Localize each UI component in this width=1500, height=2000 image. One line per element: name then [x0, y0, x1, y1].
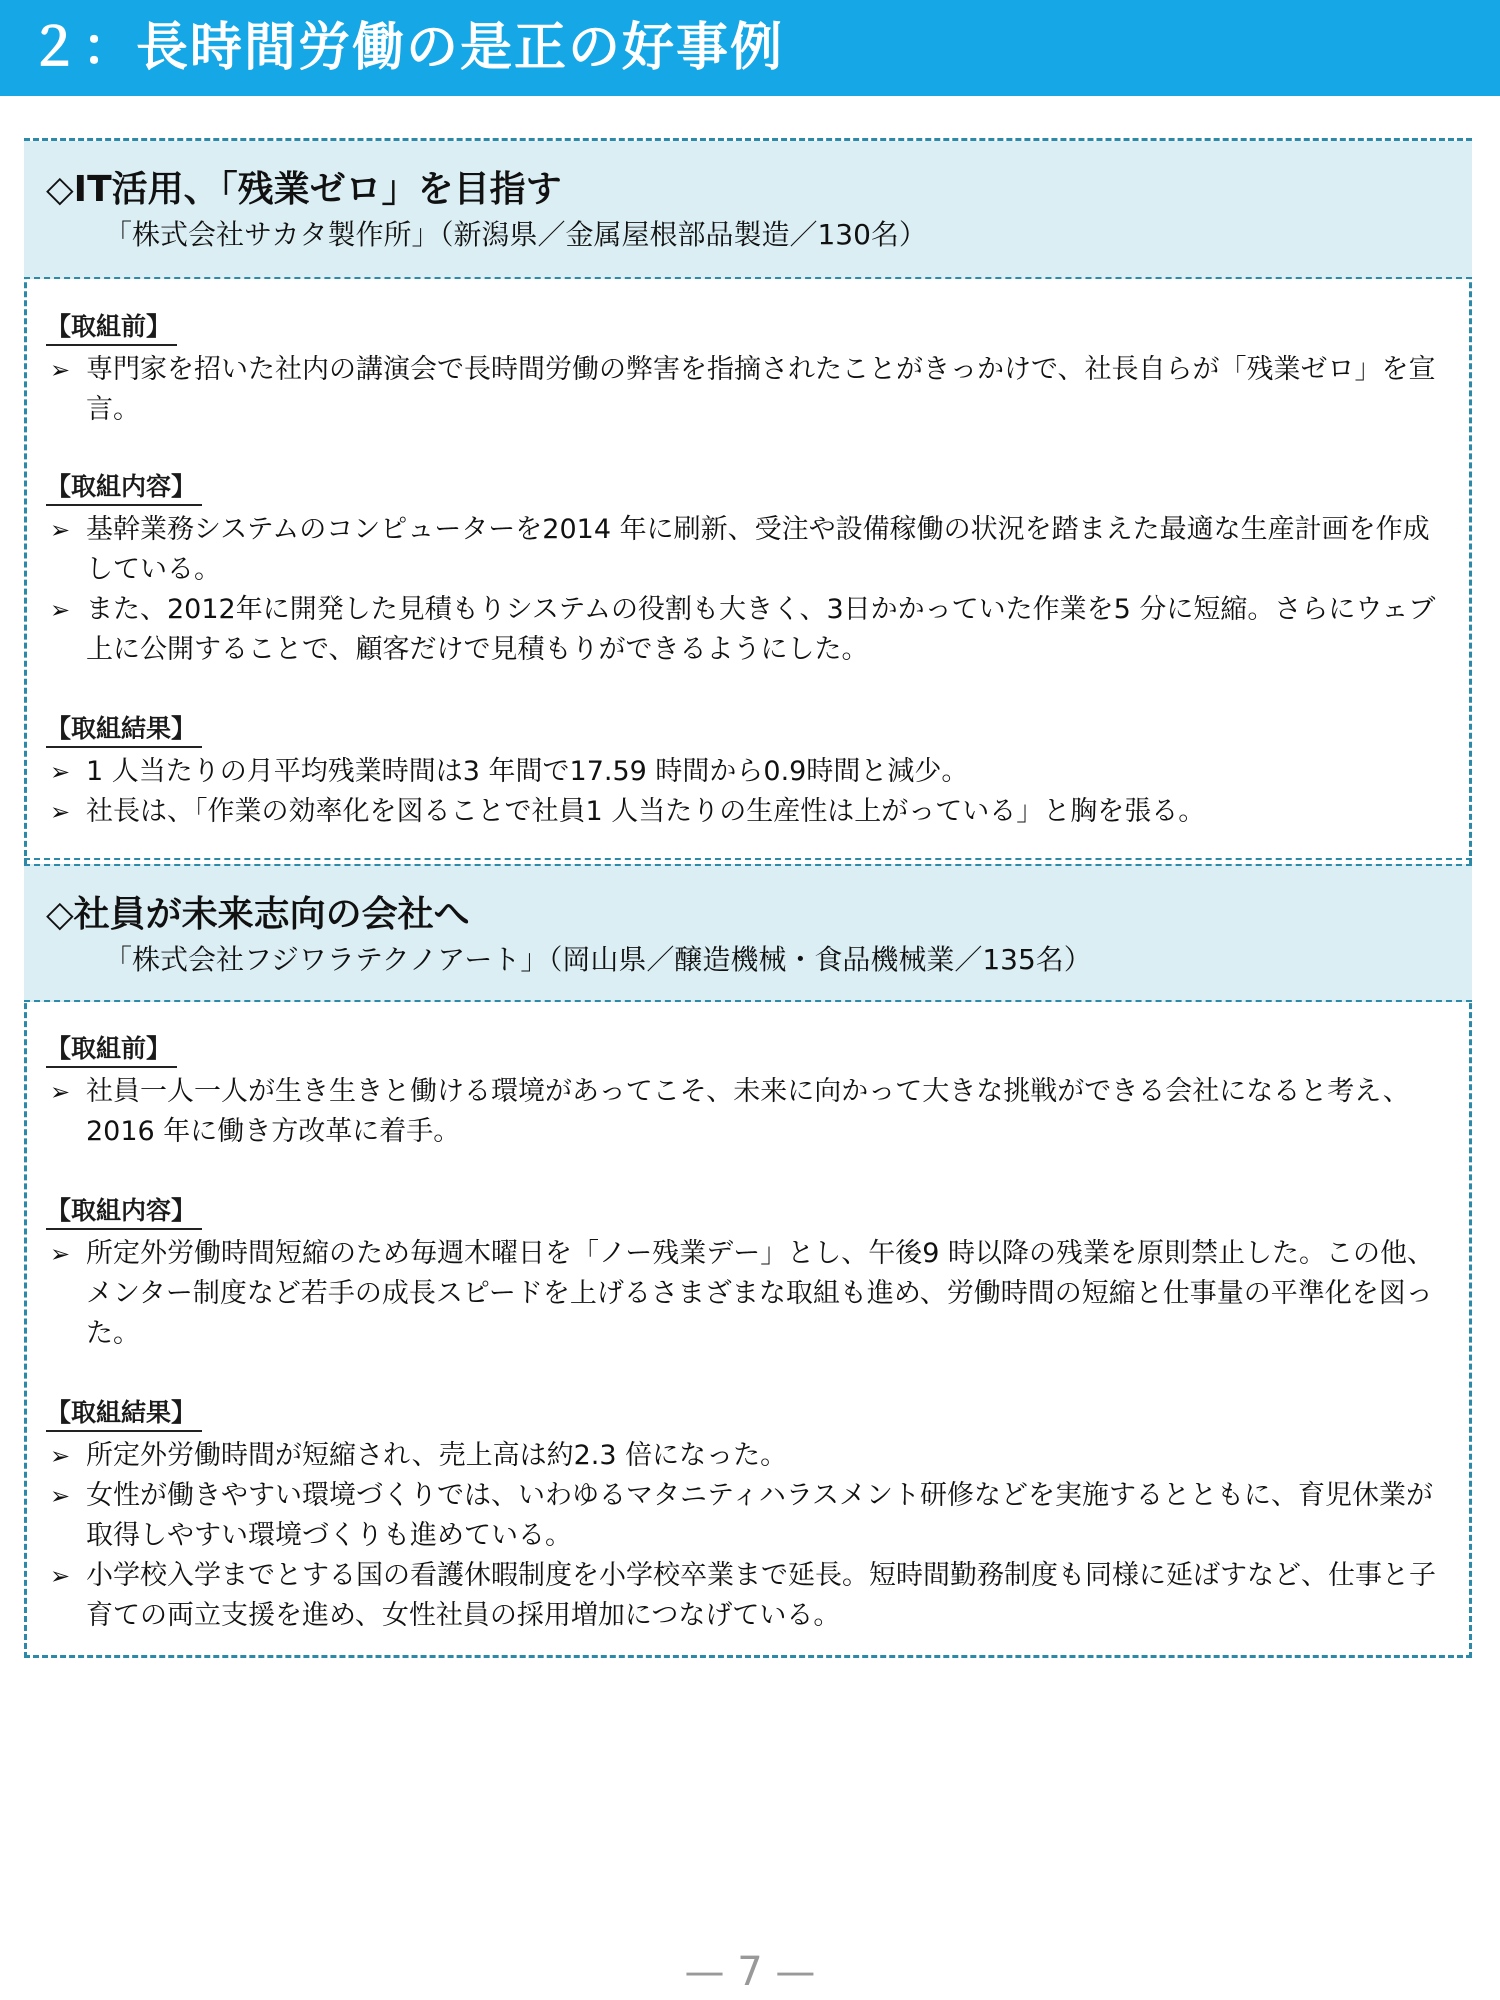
arrow-bullet-icon: ➢: [50, 596, 71, 624]
item-text: また、2012年に開発した見積もりシステムの役割も大きく、3日かかっていた作業を5 分に短縮。さらにウェブ上に公開することで、顧客だけで見積もりができるようにした。: [86, 594, 1436, 665]
section-label: 【取組結果】: [46, 1396, 202, 1432]
bullet-list: [46, 510, 1446, 670]
arrow-bullet-icon: ➢: [50, 356, 71, 384]
item-text: 1 人当たりの月平均残業時間は3 年間で17.59 時間から0.9時間と減少。: [86, 756, 969, 787]
header-bar: [0, 0, 1500, 96]
case-title: ◇IT活用、「残業ゼロ」を目指す: [46, 169, 562, 210]
case-sakata: [24, 141, 1472, 279]
item-text: 所定外労働時間短縮のため毎週木曜日を「ノー残業デー」とし、午後9 時以降の残業を原則禁止した。この他、メンター制度など若手の成長スピードを上げるさまざまな取組も進め、労働時間の短縮と仕事量の平準化を図った。: [86, 1238, 1434, 1349]
arrow-bullet-icon: ➢: [50, 1442, 71, 1470]
arrow-bullet-icon: ➢: [50, 516, 71, 544]
list-item: [46, 752, 1446, 792]
item-text: 小学校入学までとする国の看護休暇制度を小学校卒業まで延長。短時間勤務制度も同様に延ばすなど、仕事と子育ての両立支援を進め、女性社員の採用増加につなげている。: [86, 1560, 1436, 1631]
arrow-bullet-icon: ➢: [50, 1562, 71, 1590]
case-divider: [24, 858, 1472, 860]
list-item: [46, 590, 1446, 670]
item-text: 社員一人一人が生き生きと働ける環境があってこそ、未来に向かって大きな挑戦ができる会社になると考え、2016 年に働き方改革に着手。: [86, 1076, 1410, 1147]
case-header: [24, 141, 1472, 279]
list-item: [46, 1072, 1446, 1152]
section-content: [46, 1194, 1446, 1354]
bullet-list: [46, 1072, 1446, 1152]
section-before: [46, 1032, 1446, 1152]
section-result: [46, 1396, 1446, 1636]
item-text: 所定外労働時間が短縮され、売上高は約2.3 倍になった。: [86, 1440, 788, 1471]
section-content: [46, 470, 1446, 670]
arrow-bullet-icon: ➢: [50, 1078, 71, 1106]
list-item: [46, 350, 1446, 430]
item-text: 基幹業務システムのコンピューターを2014 年に刷新、受注や設備稼働の状況を踏まえた最適な生産計画を作成している。: [86, 514, 1430, 585]
list-item: [46, 1436, 1446, 1476]
item-text: 女性が働きやすい環境づくりでは、いわゆるマタニティハラスメント研修などを実施するとともに、育児休業が取得しやすい環境づくりも進めている。: [86, 1480, 1434, 1551]
section-label: 【取組前】: [46, 1032, 177, 1068]
case-title: ◇社員が未来志向の会社へ: [46, 894, 470, 935]
list-item: [46, 1556, 1446, 1636]
item-text: 専門家を招いた社内の講演会で長時間労働の弊害を指摘されたことがきっかけで、社長自らが「残業ゼロ」を宣言。: [86, 354, 1436, 425]
arrow-bullet-icon: ➢: [50, 1240, 71, 1268]
page-number: — 7 —: [684, 1949, 816, 1995]
list-item: [46, 510, 1446, 590]
case-header: [24, 864, 1472, 1002]
bullet-list: [46, 1436, 1446, 1636]
item-text: 社長は、「作業の効率化を図ることで社員1 人当たりの生産性は上がっている」と胸を張る。: [86, 796, 1206, 827]
case-company: 「株式会社フジワラテクノアート」（岡山県／醸造機械・食品機械業／135名）: [104, 943, 1092, 976]
case-company: 「株式会社サカタ製作所」（新潟県／金属屋根部品製造／130名）: [104, 218, 927, 251]
section-label: 【取組前】: [46, 310, 177, 346]
arrow-bullet-icon: ➢: [50, 798, 71, 826]
arrow-bullet-icon: ➢: [50, 758, 71, 786]
section-before: [46, 310, 1446, 430]
list-item: [46, 1476, 1446, 1556]
bullet-list: [46, 752, 1446, 832]
section-label: 【取組内容】: [46, 470, 202, 506]
arrow-bullet-icon: ➢: [50, 1482, 71, 1510]
section-result: [46, 712, 1446, 832]
bullet-list: [46, 1234, 1446, 1354]
list-item: [46, 1234, 1446, 1354]
case-fujiwara: [24, 864, 1472, 1002]
section-label: 【取組内容】: [46, 1194, 202, 1230]
page-title: ２：長時間労働の是正の好事例: [28, 18, 785, 78]
list-item: [46, 792, 1446, 832]
bullet-list: [46, 350, 1446, 430]
section-label: 【取組結果】: [46, 712, 202, 748]
